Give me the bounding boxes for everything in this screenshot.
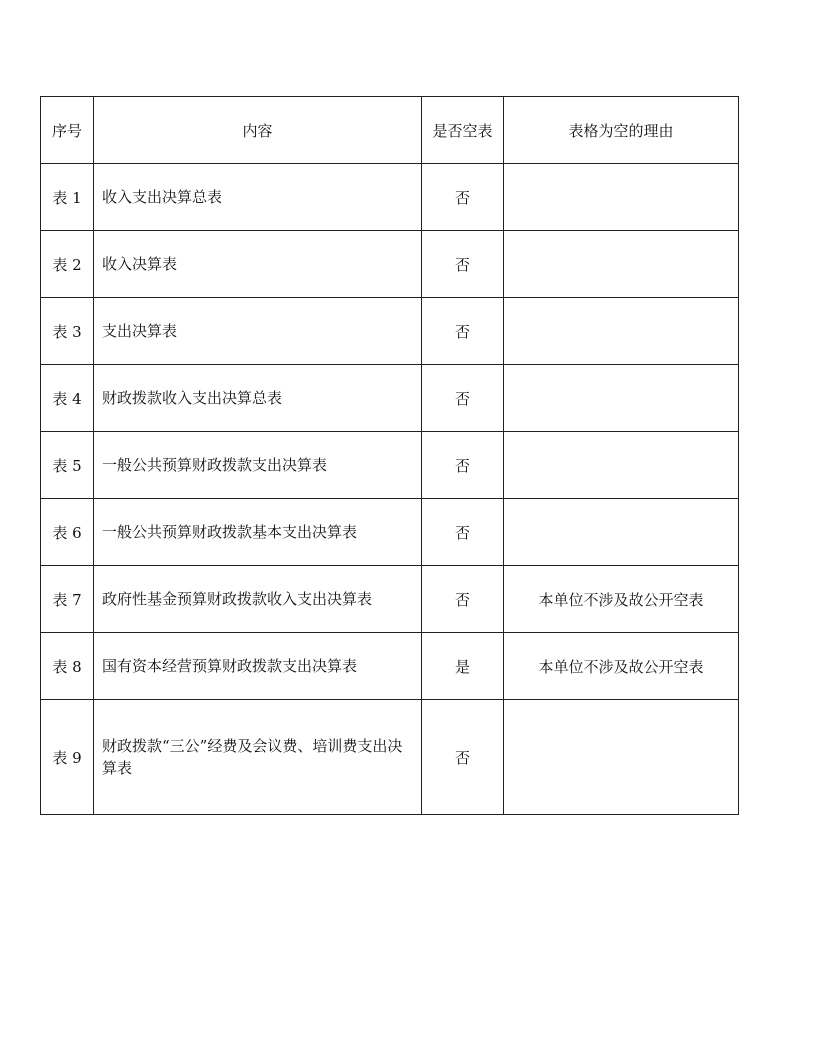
row-content: 一般公共预算财政拨款基本支出决算表 bbox=[94, 499, 422, 566]
row-reason bbox=[504, 231, 739, 298]
row-is-empty: 否 bbox=[422, 566, 504, 633]
row-is-empty: 否 bbox=[422, 298, 504, 365]
row-seq: 表 8 bbox=[41, 633, 94, 700]
row-reason bbox=[504, 365, 739, 432]
table-row bbox=[41, 432, 739, 499]
table-row bbox=[41, 365, 739, 432]
table-row bbox=[41, 164, 739, 231]
row-content: 财政拨款收入支出决算总表 bbox=[94, 365, 422, 432]
table-row bbox=[41, 231, 739, 298]
row-reason bbox=[504, 164, 739, 231]
table-header-row bbox=[41, 97, 739, 164]
row-seq: 表 7 bbox=[41, 566, 94, 633]
table-row bbox=[41, 633, 739, 700]
row-seq: 表 9 bbox=[41, 700, 94, 815]
table-row bbox=[41, 499, 739, 566]
row-reason bbox=[504, 499, 739, 566]
table-row bbox=[41, 298, 739, 365]
header-is-empty: 是否空表 bbox=[422, 97, 504, 164]
row-seq: 表 6 bbox=[41, 499, 94, 566]
row-is-empty: 否 bbox=[422, 499, 504, 566]
row-content: 一般公共预算财政拨款支出决算表 bbox=[94, 432, 422, 499]
row-is-empty: 否 bbox=[422, 700, 504, 815]
row-content: 收入决算表 bbox=[94, 231, 422, 298]
row-content: 收入支出决算总表 bbox=[94, 164, 422, 231]
row-reason bbox=[504, 298, 739, 365]
row-is-empty: 否 bbox=[422, 365, 504, 432]
header-seq: 序号 bbox=[41, 97, 94, 164]
row-seq: 表 3 bbox=[41, 298, 94, 365]
row-content: 支出决算表 bbox=[94, 298, 422, 365]
row-seq: 表 4 bbox=[41, 365, 94, 432]
row-content: 财政拨款“三公”经费及会议费、培训费支出决算表 bbox=[94, 700, 422, 815]
row-seq: 表 1 bbox=[41, 164, 94, 231]
row-content: 国有资本经营预算财政拨款支出决算表 bbox=[94, 633, 422, 700]
row-is-empty: 是 bbox=[422, 633, 504, 700]
table-row bbox=[41, 566, 739, 633]
row-seq: 表 5 bbox=[41, 432, 94, 499]
header-content: 内容 bbox=[94, 97, 422, 164]
row-seq: 表 2 bbox=[41, 231, 94, 298]
row-is-empty: 否 bbox=[422, 432, 504, 499]
header-reason: 表格为空的理由 bbox=[504, 97, 739, 164]
table-row bbox=[41, 700, 739, 815]
row-reason: 本单位不涉及故公开空表 bbox=[504, 566, 739, 633]
row-is-empty: 否 bbox=[422, 231, 504, 298]
disclosure-table bbox=[40, 96, 739, 815]
row-reason bbox=[504, 432, 739, 499]
row-content: 政府性基金预算财政拨款收入支出决算表 bbox=[94, 566, 422, 633]
row-reason: 本单位不涉及故公开空表 bbox=[504, 633, 739, 700]
row-is-empty: 否 bbox=[422, 164, 504, 231]
row-reason bbox=[504, 700, 739, 815]
